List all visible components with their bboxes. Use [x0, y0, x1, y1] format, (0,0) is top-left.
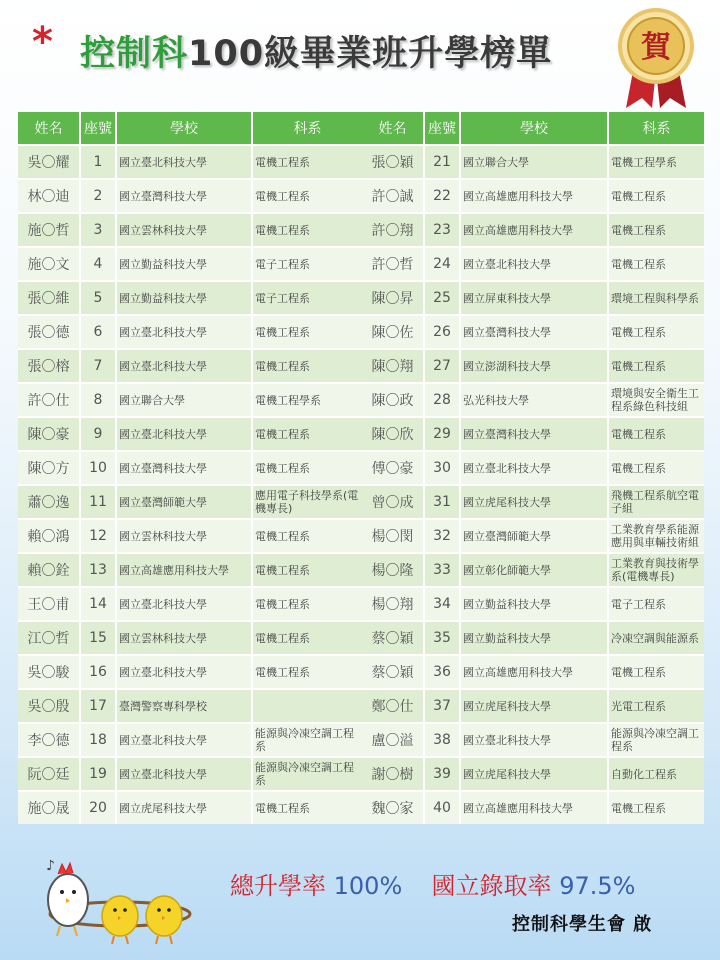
header-dept: 科系 — [608, 112, 704, 145]
department-name: 電機工程系 — [252, 179, 362, 213]
title-dept: 控制科 — [80, 34, 189, 74]
table-row — [362, 587, 704, 621]
department-name: 電機工程系 — [252, 791, 362, 824]
school-name: 國立臺灣師範大學 — [460, 519, 608, 553]
department-name: 電子工程系 — [608, 587, 704, 621]
school-name: 臺灣警察專科學校 — [116, 689, 252, 723]
seat-number: 39 — [424, 757, 460, 791]
department-name: 能源與冷凍空調工程系 — [608, 723, 704, 757]
table-row — [362, 179, 704, 213]
student-name: 陳〇翔 — [362, 349, 424, 383]
table-row — [18, 621, 362, 655]
student-name: 陳〇昇 — [362, 281, 424, 315]
table-row — [362, 145, 704, 179]
school-name: 國立臺北科技大學 — [116, 723, 252, 757]
table-row — [18, 417, 362, 451]
department-name: 電機工程系 — [252, 451, 362, 485]
student-name: 許〇哲 — [362, 247, 424, 281]
student-name: 張〇維 — [18, 281, 80, 315]
department-name: 電子工程系 — [252, 281, 362, 315]
department-name: 電機工程系 — [252, 621, 362, 655]
school-name: 國立高雄應用科技大學 — [460, 213, 608, 247]
student-name: 吳〇駿 — [18, 655, 80, 689]
seat-number: 34 — [424, 587, 460, 621]
school-name: 國立勤益科技大學 — [116, 281, 252, 315]
school-name: 國立臺北科技大學 — [116, 757, 252, 791]
seat-number: 8 — [80, 383, 116, 417]
table-row — [18, 587, 362, 621]
congrats-medal-icon — [612, 4, 700, 110]
school-name: 國立高雄應用科技大學 — [116, 553, 252, 587]
student-name: 盧〇溢 — [362, 723, 424, 757]
national-rate-value: 97.5% — [559, 872, 636, 900]
student-name: 賴〇銓 — [18, 553, 80, 587]
student-name: 楊〇翔 — [362, 587, 424, 621]
department-name: 電機工程系 — [608, 315, 704, 349]
department-name: 電機工程系 — [608, 655, 704, 689]
department-name: 電機工程系 — [608, 247, 704, 281]
school-name: 國立雲林科技大學 — [116, 621, 252, 655]
department-name: 電機工程系 — [252, 315, 362, 349]
department-name: 電子工程系 — [252, 247, 362, 281]
page-title — [80, 34, 552, 74]
header-school: 學校 — [460, 112, 608, 145]
seat-number: 20 — [80, 791, 116, 824]
student-name: 蔡〇穎 — [362, 621, 424, 655]
table-row — [18, 791, 362, 824]
school-name: 國立臺灣科技大學 — [116, 451, 252, 485]
school-name: 國立臺灣科技大學 — [460, 315, 608, 349]
department-name: 環境工程與科學系 — [608, 281, 704, 315]
seat-number: 32 — [424, 519, 460, 553]
seat-number: 38 — [424, 723, 460, 757]
school-name: 國立澎湖科技大學 — [460, 349, 608, 383]
student-name: 阮〇廷 — [18, 757, 80, 791]
seat-number: 14 — [80, 587, 116, 621]
department-name — [252, 689, 362, 723]
school-name: 國立高雄應用科技大學 — [460, 179, 608, 213]
department-name: 電機工程系 — [608, 349, 704, 383]
student-name: 鄭〇仕 — [362, 689, 424, 723]
table-row — [362, 553, 704, 587]
school-name: 國立臺北科技大學 — [116, 587, 252, 621]
seat-number: 24 — [424, 247, 460, 281]
table-row — [18, 757, 362, 791]
student-name: 張〇德 — [18, 315, 80, 349]
table-row — [18, 349, 362, 383]
seat-number: 4 — [80, 247, 116, 281]
student-name: 賴〇鴻 — [18, 519, 80, 553]
roster-table-right — [362, 112, 704, 824]
seat-number: 18 — [80, 723, 116, 757]
department-name: 應用電子科技學系(電機專長) — [252, 485, 362, 519]
department-name: 電機工程系 — [252, 553, 362, 587]
department-name: 電機工程系 — [252, 417, 362, 451]
student-name: 許〇誠 — [362, 179, 424, 213]
student-name: 林〇迪 — [18, 179, 80, 213]
table-row — [362, 247, 704, 281]
table-row — [18, 519, 362, 553]
department-name: 電機工程系 — [252, 519, 362, 553]
header-name: 姓名 — [362, 112, 424, 145]
seat-number: 31 — [424, 485, 460, 519]
student-name: 曾〇成 — [362, 485, 424, 519]
school-name: 國立雲林科技大學 — [116, 213, 252, 247]
seat-number: 29 — [424, 417, 460, 451]
seat-number: 37 — [424, 689, 460, 723]
table-row — [362, 349, 704, 383]
chicks-illustration-icon — [28, 852, 198, 952]
school-name: 國立臺北科技大學 — [116, 315, 252, 349]
table-row — [18, 689, 362, 723]
table-row — [362, 383, 704, 417]
school-name: 國立臺北科技大學 — [116, 349, 252, 383]
asterisk-mark: * — [32, 19, 53, 65]
department-name: 工業教育與技術學系(電機專長) — [608, 553, 704, 587]
total-rate-label: 總升學率 — [230, 872, 326, 900]
roster-table-left — [18, 112, 362, 824]
seat-number: 26 — [424, 315, 460, 349]
department-name: 冷凍空調與能源系 — [608, 621, 704, 655]
school-name: 國立臺北科技大學 — [460, 723, 608, 757]
header-name: 姓名 — [18, 112, 80, 145]
school-name: 國立虎尾科技大學 — [460, 689, 608, 723]
student-name: 謝〇樹 — [362, 757, 424, 791]
medal-char: 賀 — [641, 30, 671, 65]
school-name: 國立勤益科技大學 — [116, 247, 252, 281]
student-name: 陳〇政 — [362, 383, 424, 417]
seat-number: 13 — [80, 553, 116, 587]
table-row — [362, 485, 704, 519]
school-name: 國立屏東科技大學 — [460, 281, 608, 315]
seat-number: 22 — [424, 179, 460, 213]
student-name: 蔡〇穎 — [362, 655, 424, 689]
seat-number: 11 — [80, 485, 116, 519]
table-row — [362, 757, 704, 791]
department-name: 工業教育學系能源應用與車輛技術組 — [608, 519, 704, 553]
student-name: 吳〇耀 — [18, 145, 80, 179]
school-name: 國立臺北科技大學 — [116, 655, 252, 689]
school-name: 國立高雄應用科技大學 — [460, 655, 608, 689]
department-name: 光電工程系 — [608, 689, 704, 723]
department-name: 能源與冷凍空調工程系 — [252, 723, 362, 757]
seat-number: 36 — [424, 655, 460, 689]
seat-number: 9 — [80, 417, 116, 451]
student-name: 魏〇家 — [362, 791, 424, 824]
school-name: 國立雲林科技大學 — [116, 519, 252, 553]
table-row — [362, 315, 704, 349]
school-name: 國立臺北科技大學 — [460, 451, 608, 485]
table-row — [18, 485, 362, 519]
signature: 控制科學生會 啟 — [512, 914, 653, 935]
seat-number: 35 — [424, 621, 460, 655]
seat-number: 21 — [424, 145, 460, 179]
school-name: 國立聯合大學 — [460, 145, 608, 179]
seat-number: 27 — [424, 349, 460, 383]
header-seat: 座號 — [80, 112, 116, 145]
total-rate-value: 100% — [333, 872, 403, 900]
student-name: 施〇文 — [18, 247, 80, 281]
table-row — [18, 451, 362, 485]
table-row — [18, 179, 362, 213]
seat-number: 16 — [80, 655, 116, 689]
school-name: 國立臺灣科技大學 — [116, 179, 252, 213]
school-name: 弘光科技大學 — [460, 383, 608, 417]
school-name: 國立臺灣師範大學 — [116, 485, 252, 519]
table-row — [18, 145, 362, 179]
school-name: 國立聯合大學 — [116, 383, 252, 417]
school-name: 國立高雄應用科技大學 — [460, 791, 608, 824]
student-name: 陳〇佐 — [362, 315, 424, 349]
seat-number: 7 — [80, 349, 116, 383]
table-row — [18, 383, 362, 417]
seat-number: 12 — [80, 519, 116, 553]
table-row — [362, 791, 704, 824]
seat-number: 2 — [80, 179, 116, 213]
student-name: 李〇德 — [18, 723, 80, 757]
department-name: 自動化工程系 — [608, 757, 704, 791]
seat-number: 17 — [80, 689, 116, 723]
school-name: 國立臺灣科技大學 — [460, 417, 608, 451]
student-name: 陳〇欣 — [362, 417, 424, 451]
department-name: 電機工程系 — [252, 145, 362, 179]
school-name: 國立虎尾科技大學 — [116, 791, 252, 824]
table-row — [362, 451, 704, 485]
seat-number: 28 — [424, 383, 460, 417]
department-name: 電機工程系 — [252, 655, 362, 689]
svg-text:♪: ♪ — [46, 858, 55, 874]
department-name: 電機工程學系 — [608, 145, 704, 179]
department-name: 電機工程系 — [252, 587, 362, 621]
student-name: 吳〇殷 — [18, 689, 80, 723]
seat-number: 40 — [424, 791, 460, 824]
department-name: 能源與冷凍空調工程系 — [252, 757, 362, 791]
student-name: 張〇榕 — [18, 349, 80, 383]
table-row — [18, 213, 362, 247]
student-name: 張〇穎 — [362, 145, 424, 179]
seat-number: 10 — [80, 451, 116, 485]
department-name: 電機工程系 — [608, 451, 704, 485]
seat-number: 5 — [80, 281, 116, 315]
table-row — [18, 281, 362, 315]
department-name: 環境與安全衛生工程系綠色科技組 — [608, 383, 704, 417]
student-name: 傅〇豪 — [362, 451, 424, 485]
table-row — [18, 553, 362, 587]
school-name: 國立虎尾科技大學 — [460, 485, 608, 519]
department-name: 電機工程系 — [252, 349, 362, 383]
student-name: 施〇晟 — [18, 791, 80, 824]
seat-number: 1 — [80, 145, 116, 179]
table-row — [362, 417, 704, 451]
school-name: 國立虎尾科技大學 — [460, 757, 608, 791]
seat-number: 6 — [80, 315, 116, 349]
national-rate-label: 國立錄取率 — [431, 872, 552, 900]
school-name: 國立臺北科技大學 — [116, 417, 252, 451]
seat-number: 33 — [424, 553, 460, 587]
student-name: 楊〇閔 — [362, 519, 424, 553]
table-row — [18, 655, 362, 689]
table-row — [362, 213, 704, 247]
department-name: 電機工程系 — [252, 213, 362, 247]
student-name: 楊〇隆 — [362, 553, 424, 587]
table-row — [18, 723, 362, 757]
table-row — [362, 723, 704, 757]
school-name: 國立臺北科技大學 — [460, 247, 608, 281]
seat-number: 15 — [80, 621, 116, 655]
seat-number: 3 — [80, 213, 116, 247]
table-row — [362, 621, 704, 655]
student-name: 許〇仕 — [18, 383, 80, 417]
table-row — [362, 689, 704, 723]
seat-number: 25 — [424, 281, 460, 315]
rates-summary — [230, 866, 635, 901]
seat-number: 23 — [424, 213, 460, 247]
seat-number: 30 — [424, 451, 460, 485]
department-name: 電機工程系 — [608, 213, 704, 247]
school-name: 國立勤益科技大學 — [460, 587, 608, 621]
student-name: 陳〇豪 — [18, 417, 80, 451]
department-name: 電機工程系 — [608, 417, 704, 451]
school-name: 國立彰化師範大學 — [460, 553, 608, 587]
seat-number: 19 — [80, 757, 116, 791]
student-name: 王〇甫 — [18, 587, 80, 621]
header-school: 學校 — [116, 112, 252, 145]
table-row — [362, 655, 704, 689]
header-dept: 科系 — [252, 112, 362, 145]
student-name: 許〇翔 — [362, 213, 424, 247]
table-row — [362, 519, 704, 553]
department-name: 電機工程系 — [608, 791, 704, 824]
title-main: 100級畢業班升學榜單 — [188, 34, 553, 74]
table-row — [18, 247, 362, 281]
table-row — [18, 315, 362, 349]
student-name: 江〇哲 — [18, 621, 80, 655]
student-name: 施〇哲 — [18, 213, 80, 247]
student-name: 蕭〇逸 — [18, 485, 80, 519]
department-name: 飛機工程系航空電子組 — [608, 485, 704, 519]
table-row — [362, 281, 704, 315]
school-name: 國立臺北科技大學 — [116, 145, 252, 179]
header-seat: 座號 — [424, 112, 460, 145]
department-name: 電機工程學系 — [252, 383, 362, 417]
department-name: 電機工程系 — [608, 179, 704, 213]
school-name: 國立勤益科技大學 — [460, 621, 608, 655]
student-name: 陳〇方 — [18, 451, 80, 485]
